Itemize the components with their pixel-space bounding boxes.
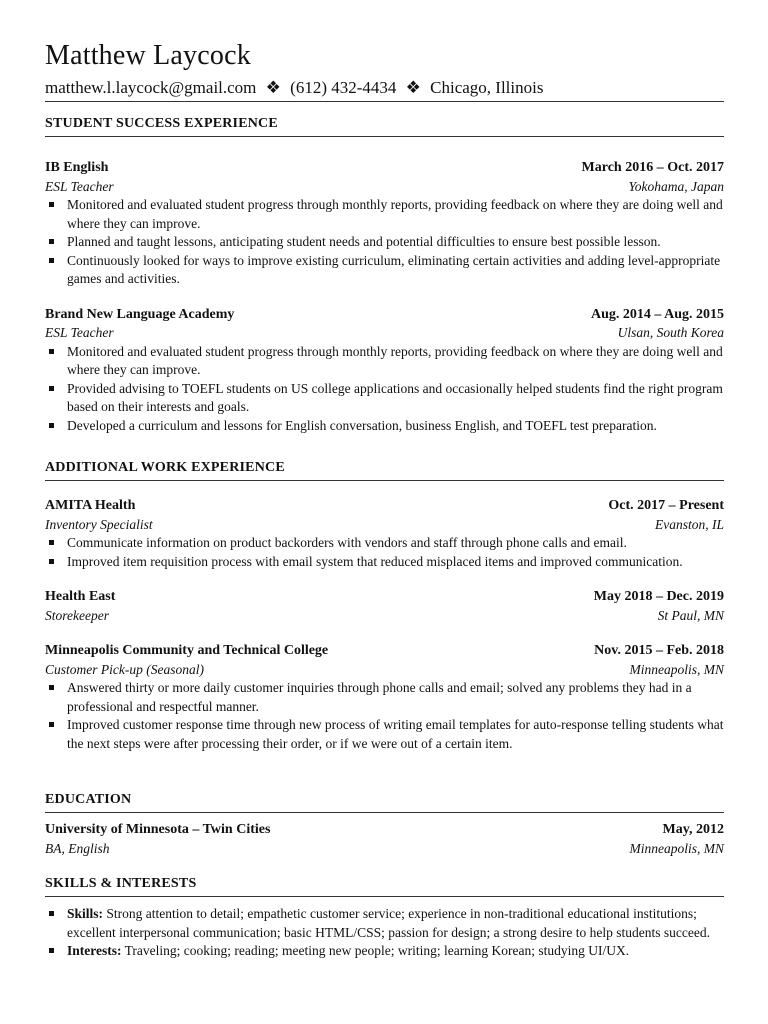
org-name: Health East <box>45 589 116 604</box>
degree: BA, English <box>45 840 110 856</box>
bullet-list <box>45 679 724 753</box>
job-role: Inventory Specialist <box>45 516 153 532</box>
bullet-list <box>45 343 724 436</box>
list-item: Monitored and evaluated student progress through monthly reports, providing feedback on where they are doing well and where they can improve. <box>45 196 724 233</box>
bullet-list <box>45 534 724 571</box>
education-section <box>45 792 724 858</box>
org-name: Brand New Language Academy <box>45 306 235 322</box>
separator-icon: ❖ <box>405 78 421 97</box>
list-item: Continuously looked for ways to improve existing curriculum, eliminating certain activities and adding level-appropriate games and activities. <box>45 252 724 289</box>
job-entry <box>45 159 724 289</box>
list-item: Developed a curriculum and lessons for English conversation, business English, and TOEFL test preparation. <box>45 417 724 436</box>
student-success-section <box>45 116 724 435</box>
job-role: ESL Teacher <box>45 178 114 194</box>
education-entry <box>45 821 724 858</box>
graduation-date: May, 2012 <box>662 822 724 837</box>
job-entry <box>45 497 724 571</box>
section-title: EDUCATION <box>45 792 724 813</box>
job-location: St Paul, MN <box>657 607 724 623</box>
skills-section <box>45 876 724 961</box>
job-location: Ulsan, South Korea <box>617 325 724 340</box>
list-item: Planned and taught lessons, anticipating student needs and potential difficulties to ensure best possible lesson. <box>45 233 724 252</box>
list-item: Improved customer response time through new process of writing email templates for auto-response telling students what the next steps were after processing their order, or if we were out of a certain item. <box>45 716 724 753</box>
job-location: Evanston, IL <box>655 516 724 532</box>
separator-icon: ❖ <box>265 78 281 97</box>
interests-text: Traveling; cooking; reading; meeting new people; writing; learning Korean; studying UI/UX. <box>124 943 630 958</box>
location-text: Chicago, Illinois <box>430 78 544 97</box>
list-item <box>45 905 724 942</box>
org-name: IB English <box>45 160 109 175</box>
candidate-name: Matthew Laycock <box>45 40 251 71</box>
list-item: Provided advising to TOEFL students on US college applications and occasionally helped students find the right program based on their interests and goals. <box>45 380 724 417</box>
job-location: Minneapolis, MN <box>629 661 724 677</box>
section-title: STUDENT SUCCESS EXPERIENCE <box>45 116 724 137</box>
section-title: SKILLS & INTERESTS <box>45 876 724 897</box>
job-location: Yokohama, Japan <box>628 178 724 194</box>
date-range: May 2018 – Dec. 2019 <box>593 589 724 604</box>
email-text: matthew.l.laycock@gmail.com <box>45 78 257 97</box>
date-range: Aug. 2014 – Aug. 2015 <box>590 306 724 322</box>
date-range: Oct. 2017 – Present <box>608 498 724 513</box>
list-item: Monitored and evaluated student progress through monthly reports, providing feedback on where they are doing well and where they can improve. <box>45 343 724 380</box>
skills-label: Skills: <box>67 906 104 921</box>
org-name: AMITA Health <box>45 498 136 513</box>
date-range: Nov. 2015 – Feb. 2018 <box>594 643 724 658</box>
list-item <box>45 942 724 961</box>
job-role: ESL Teacher <box>45 325 114 340</box>
school-location: Minneapolis, MN <box>629 840 724 856</box>
job-entry <box>45 306 724 436</box>
list-item: Answered thirty or more daily customer inquiries through phone calls and email; solved any problems they had in a professional and respectful manner. <box>45 679 724 716</box>
interests-label: Interests: <box>67 943 122 958</box>
bullet-list <box>45 905 724 961</box>
org-name: Minneapolis Community and Technical College <box>45 643 329 658</box>
list-item: Communicate information on product backorders with vendors and staff through phone calls and email. <box>45 534 724 553</box>
list-item: Improved item requisition process with email system that reduced misplaced items and improved communication. <box>45 553 724 572</box>
skills-text: Strong attention to detail; empathetic customer service; experience in non-traditional educational institutions; excellent interpersonal communication; basic HTML/CSS; passion for design; a strong desire to help students succeed. <box>67 906 710 940</box>
contact-line <box>45 78 543 98</box>
date-range: March 2016 – Oct. 2017 <box>581 160 724 175</box>
job-entry <box>45 588 724 625</box>
header-divider <box>45 101 724 102</box>
job-role: Storekeeper <box>45 607 109 623</box>
job-entry <box>45 642 724 753</box>
bullet-list <box>45 196 724 289</box>
section-title: ADDITIONAL WORK EXPERIENCE <box>45 460 724 481</box>
phone-text: (612) 432-4434 <box>290 78 397 97</box>
job-role: Customer Pick-up (Seasonal) <box>45 661 204 677</box>
additional-work-section <box>45 460 724 753</box>
school-name: University of Minnesota – Twin Cities <box>45 822 271 837</box>
